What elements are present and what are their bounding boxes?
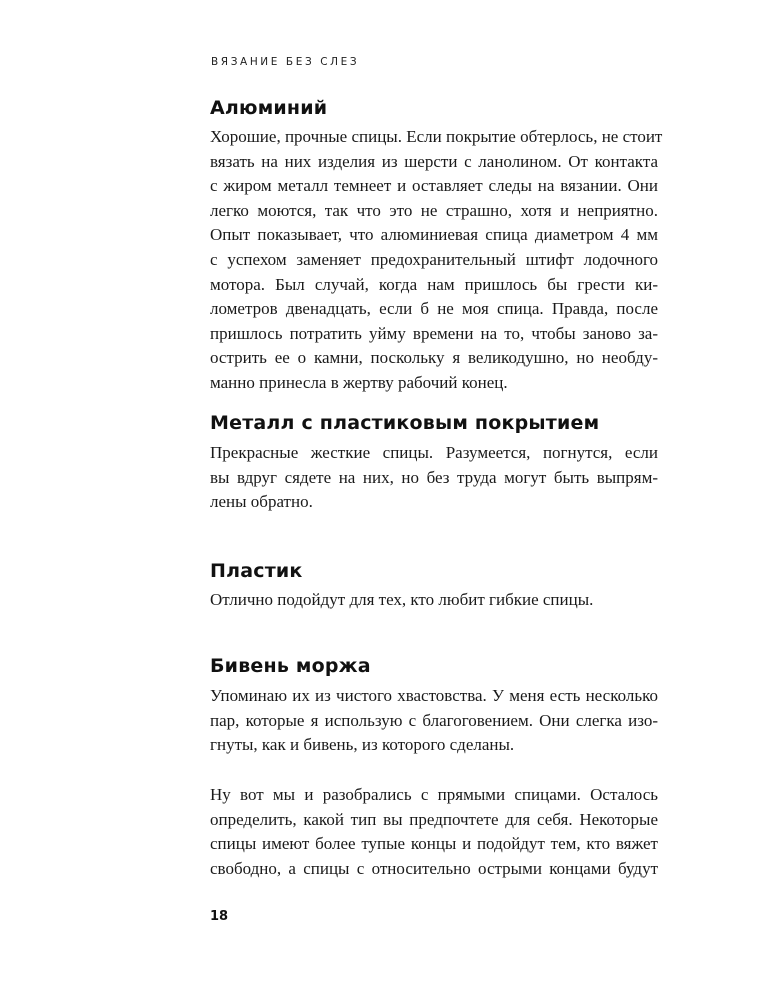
closing-paragraph (210, 783, 658, 881)
text-line: мотора. Был случай, когда нам пришлось бы грести ки- (210, 274, 658, 294)
text-line: вы вдруг сядете на них, но без труда могут быть выпрям- (210, 467, 658, 487)
text-line: манно принесла в жертву рабочий конец. (210, 372, 508, 392)
text-line: лены обратно. (210, 492, 313, 512)
section-body-plastic (210, 588, 658, 613)
section-body-coated-metal (210, 441, 658, 515)
section-heading-walrus-tusk: Бивень моржа (210, 655, 371, 677)
text-line: лометров двенадцать, если б не моя спица. Правда, после (210, 299, 658, 319)
section-heading-aluminum: Алюминий (210, 97, 328, 119)
text-line: Опыт показывает, что алюминиевая спица диаметром 4 мм (210, 225, 658, 245)
text-line: Прекрасные жесткие спицы. Разумеется, погнутся, если (210, 443, 658, 462)
section-heading-coated-metal: Металл с пластиковым покрытием (210, 412, 600, 434)
text-line: с успехом заменяет предохранительный штифт лодочного (210, 249, 658, 269)
text-line: пришлось потратить уйму времени на то, чтобы заново за- (210, 323, 658, 343)
running-head: ВЯЗАНИЕ БЕЗ СЛЕЗ (211, 56, 360, 68)
text-line: с жиром металл темнеет и оставляет следы на вязании. Они (210, 176, 658, 196)
text-line: легко моются, так что это не страшно, хотя и неприятно. (210, 200, 658, 220)
text-line: гнуты, как и бивень, из которого сделаны. (210, 735, 515, 755)
text-line: Упоминаю их из чистого хвастовства. У меня есть несколько (210, 686, 658, 705)
text-line: определить, какой тип вы предпочтете для себя. Некоторые (210, 809, 658, 829)
text-line: свободно, а спицы с относительно острыми концами будут (210, 858, 658, 878)
section-body-aluminum (210, 125, 663, 396)
section-heading-plastic: Пластик (210, 560, 303, 582)
text-line: Ну вот мы и разобрались с прямыми спицами. Осталось (210, 785, 658, 804)
text-line: острить ее о камни, поскольку я великодушно, но необду- (210, 348, 658, 368)
text-line: Отлично подойдут для тех, кто любит гибкие спицы. (210, 590, 594, 609)
text-line: спицы имеют более тупые концы и подойдут тем, кто вяжет (210, 834, 658, 854)
section-body-walrus-tusk (210, 684, 658, 758)
text-line: вязать на них изделия из шерсти с ланолином. От контакта (210, 151, 658, 171)
page-number: 18 (210, 909, 229, 924)
text-line: пар, которые я использую с благоговением. Они слегка изо- (210, 710, 658, 730)
text-line: Хорошие, прочные спицы. Если покрытие обтерлось, не стоит (210, 127, 663, 146)
